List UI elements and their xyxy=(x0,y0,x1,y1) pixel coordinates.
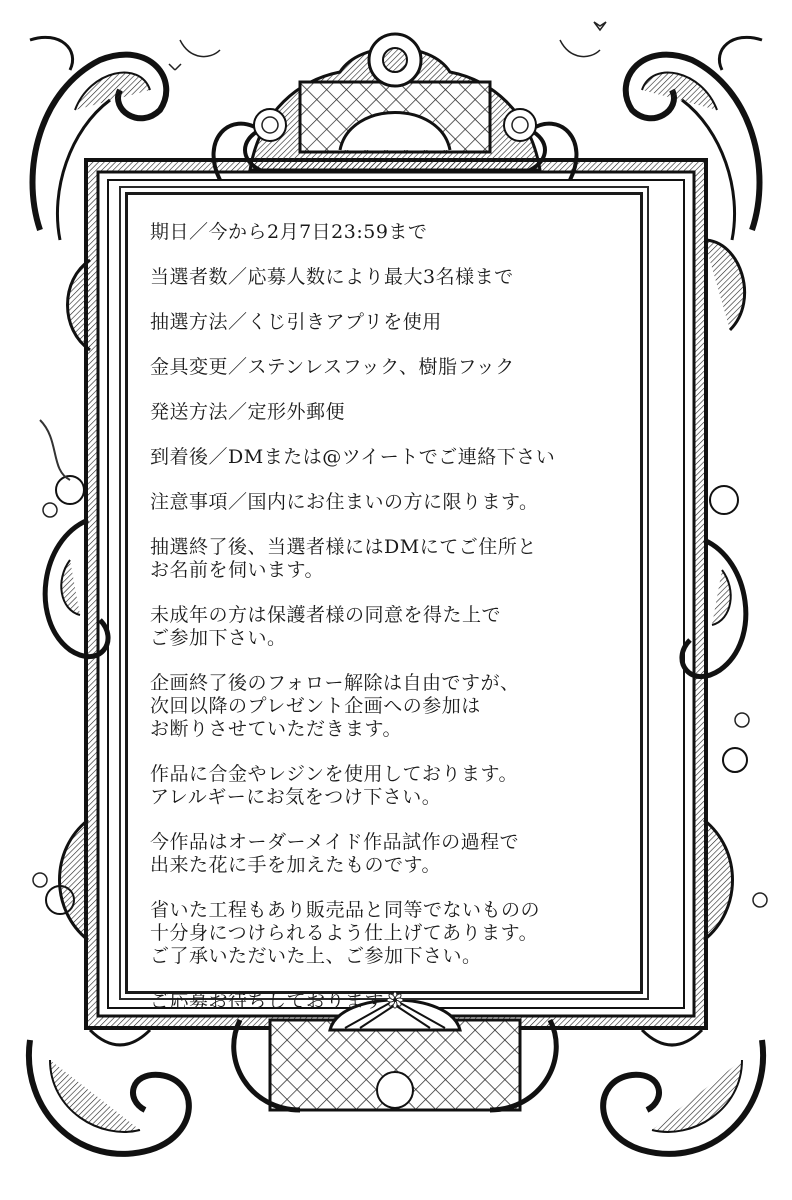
notice-paragraph xyxy=(150,831,626,877)
bottom-left-scroll-ornament xyxy=(29,1030,189,1154)
notice-line: 次回以降のプレゼント企画への参加は xyxy=(150,695,481,717)
notice-line: 企画終了後のフォロー解除は自由ですが、 xyxy=(150,672,520,694)
notice-paragraph xyxy=(150,536,626,582)
notice-line: ご応募お待ちしております xyxy=(150,990,385,1012)
notice-line: 作品に合金やレジンを使用しております。 xyxy=(150,763,519,785)
closing-line xyxy=(150,990,626,1013)
notice-line: 出来た花に手を加えたものです。 xyxy=(150,854,441,876)
notice-line: 抽選終了後、当選者様にはDMにてご住所と xyxy=(150,536,537,558)
notice-line: 期日／今から2月7日23:59まで xyxy=(150,221,428,243)
notice-paragraph xyxy=(150,604,626,650)
notice-paragraph xyxy=(150,990,626,1013)
notice-line: 到着後／DMまたは@ツイートでご連絡下さい xyxy=(150,446,556,468)
notice-line: 金具変更／ステンレスフック、樹脂フック xyxy=(150,356,515,378)
notice-line: アレルギーにお気をつけ下さい。 xyxy=(150,786,442,808)
notice-paragraph xyxy=(150,311,626,334)
notice-line: 当選者数／応募人数により最大3名様まで xyxy=(150,266,514,288)
notice-paragraph xyxy=(150,266,626,289)
bottom-right-scroll-ornament xyxy=(603,1030,763,1154)
notice-panel xyxy=(125,192,643,1012)
notice-paragraph xyxy=(150,446,626,469)
top-cartouche-ornament xyxy=(214,34,577,180)
notice-paragraph xyxy=(150,672,626,741)
notice-paragraph xyxy=(150,221,626,244)
notice-text-block xyxy=(150,221,626,1035)
notice-line: お断りさせていただきます。 xyxy=(150,718,402,740)
notice-line: ご了承いただいた上、ご参加下さい。 xyxy=(150,945,482,967)
notice-line: 発送方法／定形外郵便 xyxy=(150,401,346,423)
notice-line: 今作品はオーダーメイド作品試作の過程で xyxy=(150,831,520,853)
notice-line: 抽選方法／くじ引きアプリを使用 xyxy=(150,311,442,333)
notice-line: ご参加下さい。 xyxy=(150,627,287,649)
notice-paragraph xyxy=(150,401,626,424)
notice-line: 省いた工程もあり販売品と同等でないものの xyxy=(150,899,541,921)
notice-line: 注意事項／国内にお住まいの方に限ります。 xyxy=(150,491,539,513)
notice-line: 未成年の方は保護者様の同意を得た上で xyxy=(150,604,502,626)
notice-line: お名前を伺います。 xyxy=(150,559,324,581)
notice-paragraph xyxy=(150,491,626,514)
flower-icon xyxy=(386,991,404,1009)
notice-line: 十分身につけられるよう仕上げてあります。 xyxy=(150,922,539,944)
notice-paragraph xyxy=(150,899,626,968)
notice-paragraph xyxy=(150,356,626,379)
notice-paragraph xyxy=(150,763,626,809)
